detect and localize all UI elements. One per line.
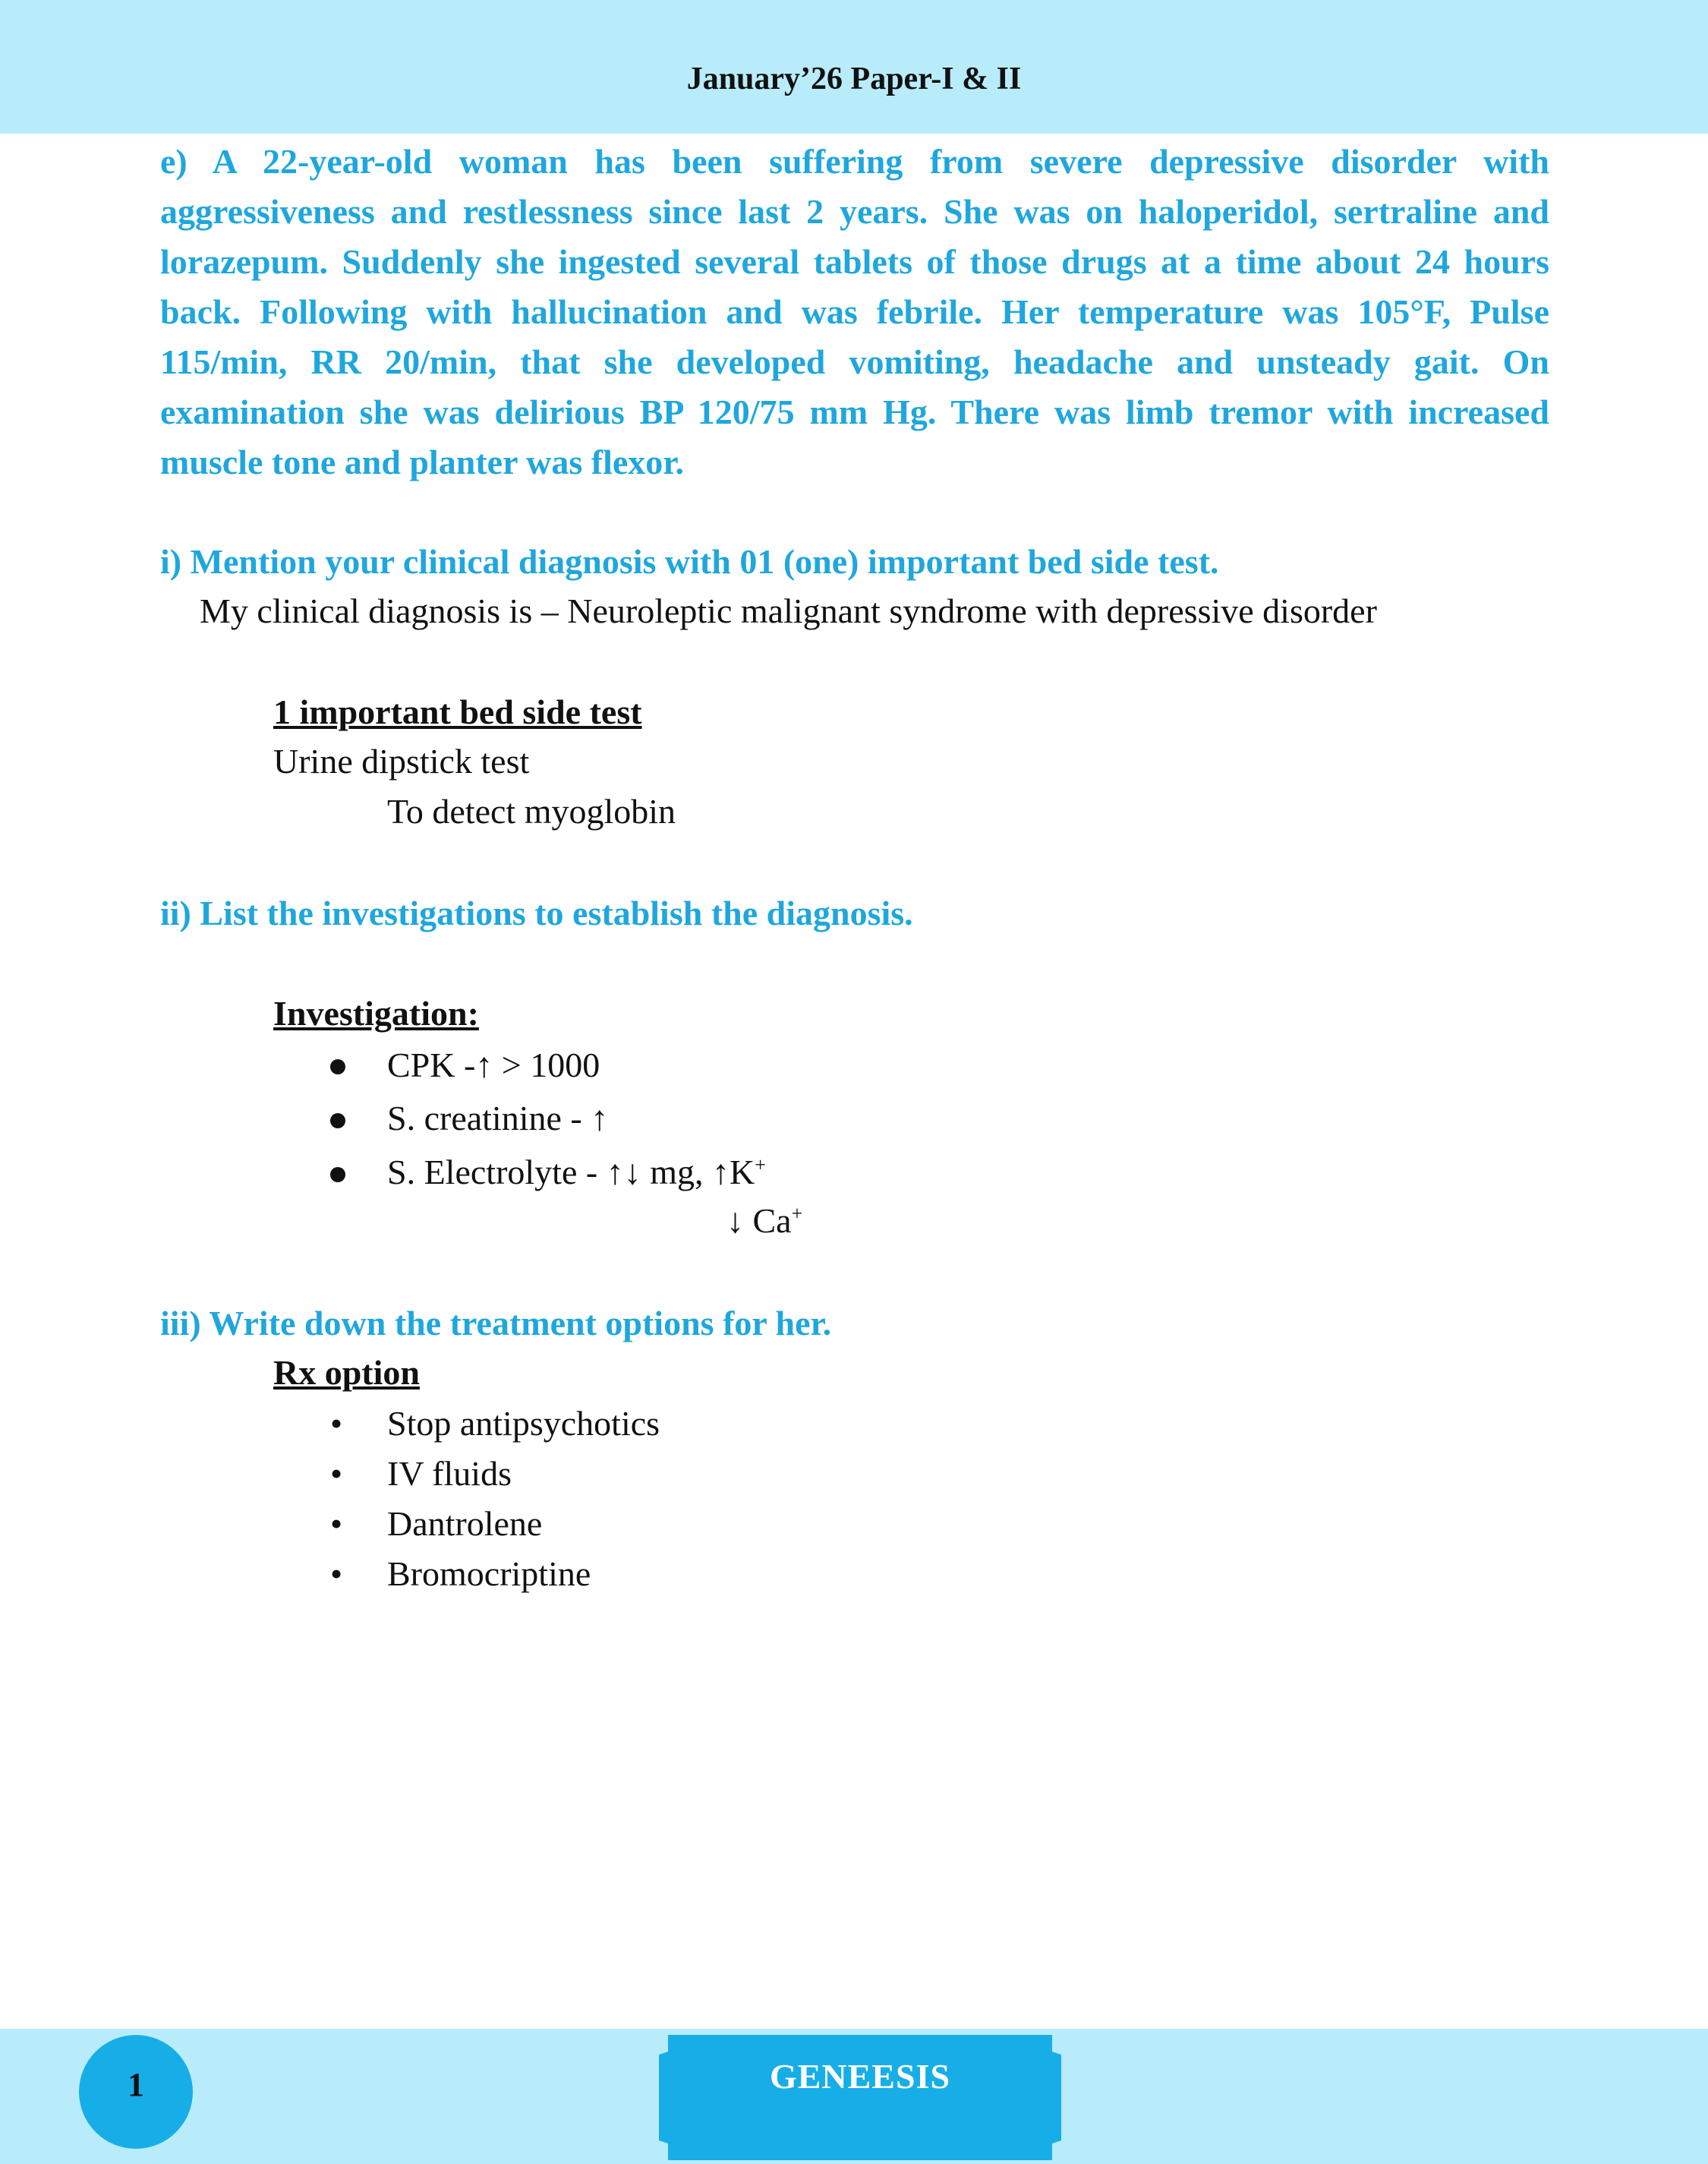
bedside-test-purpose: To detect myoglobin <box>387 792 676 831</box>
calcium-line <box>726 1198 802 1244</box>
bullet-icon <box>330 1167 345 1182</box>
k-superscript: + <box>755 1153 766 1176</box>
brand-banner <box>659 2035 1061 2160</box>
subquestion-3: iii) Write down the treatment options for her. <box>160 1304 832 1342</box>
page-number: 1 <box>128 2066 144 2103</box>
rx-item: IV fluids <box>387 1454 512 1493</box>
investigation-item: CPK -↑ > 1000 <box>387 1046 600 1084</box>
subquestion-1: i) Mention your clinical diagnosis with 01 (one) important bed side test. <box>160 542 1219 581</box>
subquestion-2: ii) List the investigations to establish the diagnosis. <box>160 894 913 932</box>
question-text: e) A 22-year-old woman has been suffering from severe depressive disorder with aggressiveness and restlessness since last 2 years. She was on haloperidol, sertraline and lorazepum. Suddenly she ingested several tablets of those drugs at a time about 24 hours back. Following with hallucination and was febrile. Her temperature was 105°F, Pulse 115/min, RR 20/min, that she developed vomiting, headache and unsteady gait. On examination she was delirious BP 120/75 mm Hg. There was limb tremor with increased muscle tone and planter was flexor. <box>160 142 1549 481</box>
investigation-item-electrolyte <box>387 1150 766 1195</box>
header-title: January’26 Paper-I & II <box>686 62 1022 96</box>
rx-heading: Rx option <box>273 1353 420 1392</box>
rx-item: Dantrolene <box>387 1504 543 1543</box>
bedside-test-name: Urine dipstick test <box>273 742 530 781</box>
rx-item: Stop antipsychotics <box>387 1404 660 1443</box>
question-block <box>160 137 1549 487</box>
investigation-item: S. creatinine - ↑ <box>387 1099 609 1137</box>
investigation-heading: Investigation: <box>273 994 479 1033</box>
bullet-icon <box>330 1113 345 1128</box>
bullet-icon: • <box>330 1454 343 1493</box>
bullet-icon <box>330 1059 345 1074</box>
bullet-icon: • <box>330 1504 343 1543</box>
calcium-text: ↓ Ca <box>726 1201 792 1240</box>
ca-superscript: + <box>791 1202 803 1225</box>
rx-item: Bromocriptine <box>387 1554 591 1593</box>
bullet-icon: • <box>330 1554 343 1593</box>
bedside-test-heading: 1 important bed side test <box>273 692 642 731</box>
bullet-icon: • <box>330 1404 343 1443</box>
brand-name: GENEESIS <box>769 2057 951 2096</box>
diagnosis-answer: My clinical diagnosis is – Neuroleptic malignant syndrome with depressive disorder <box>200 591 1377 630</box>
electrolyte-text: S. Electrolyte - ↑↓ mg, ↑K <box>387 1153 755 1191</box>
